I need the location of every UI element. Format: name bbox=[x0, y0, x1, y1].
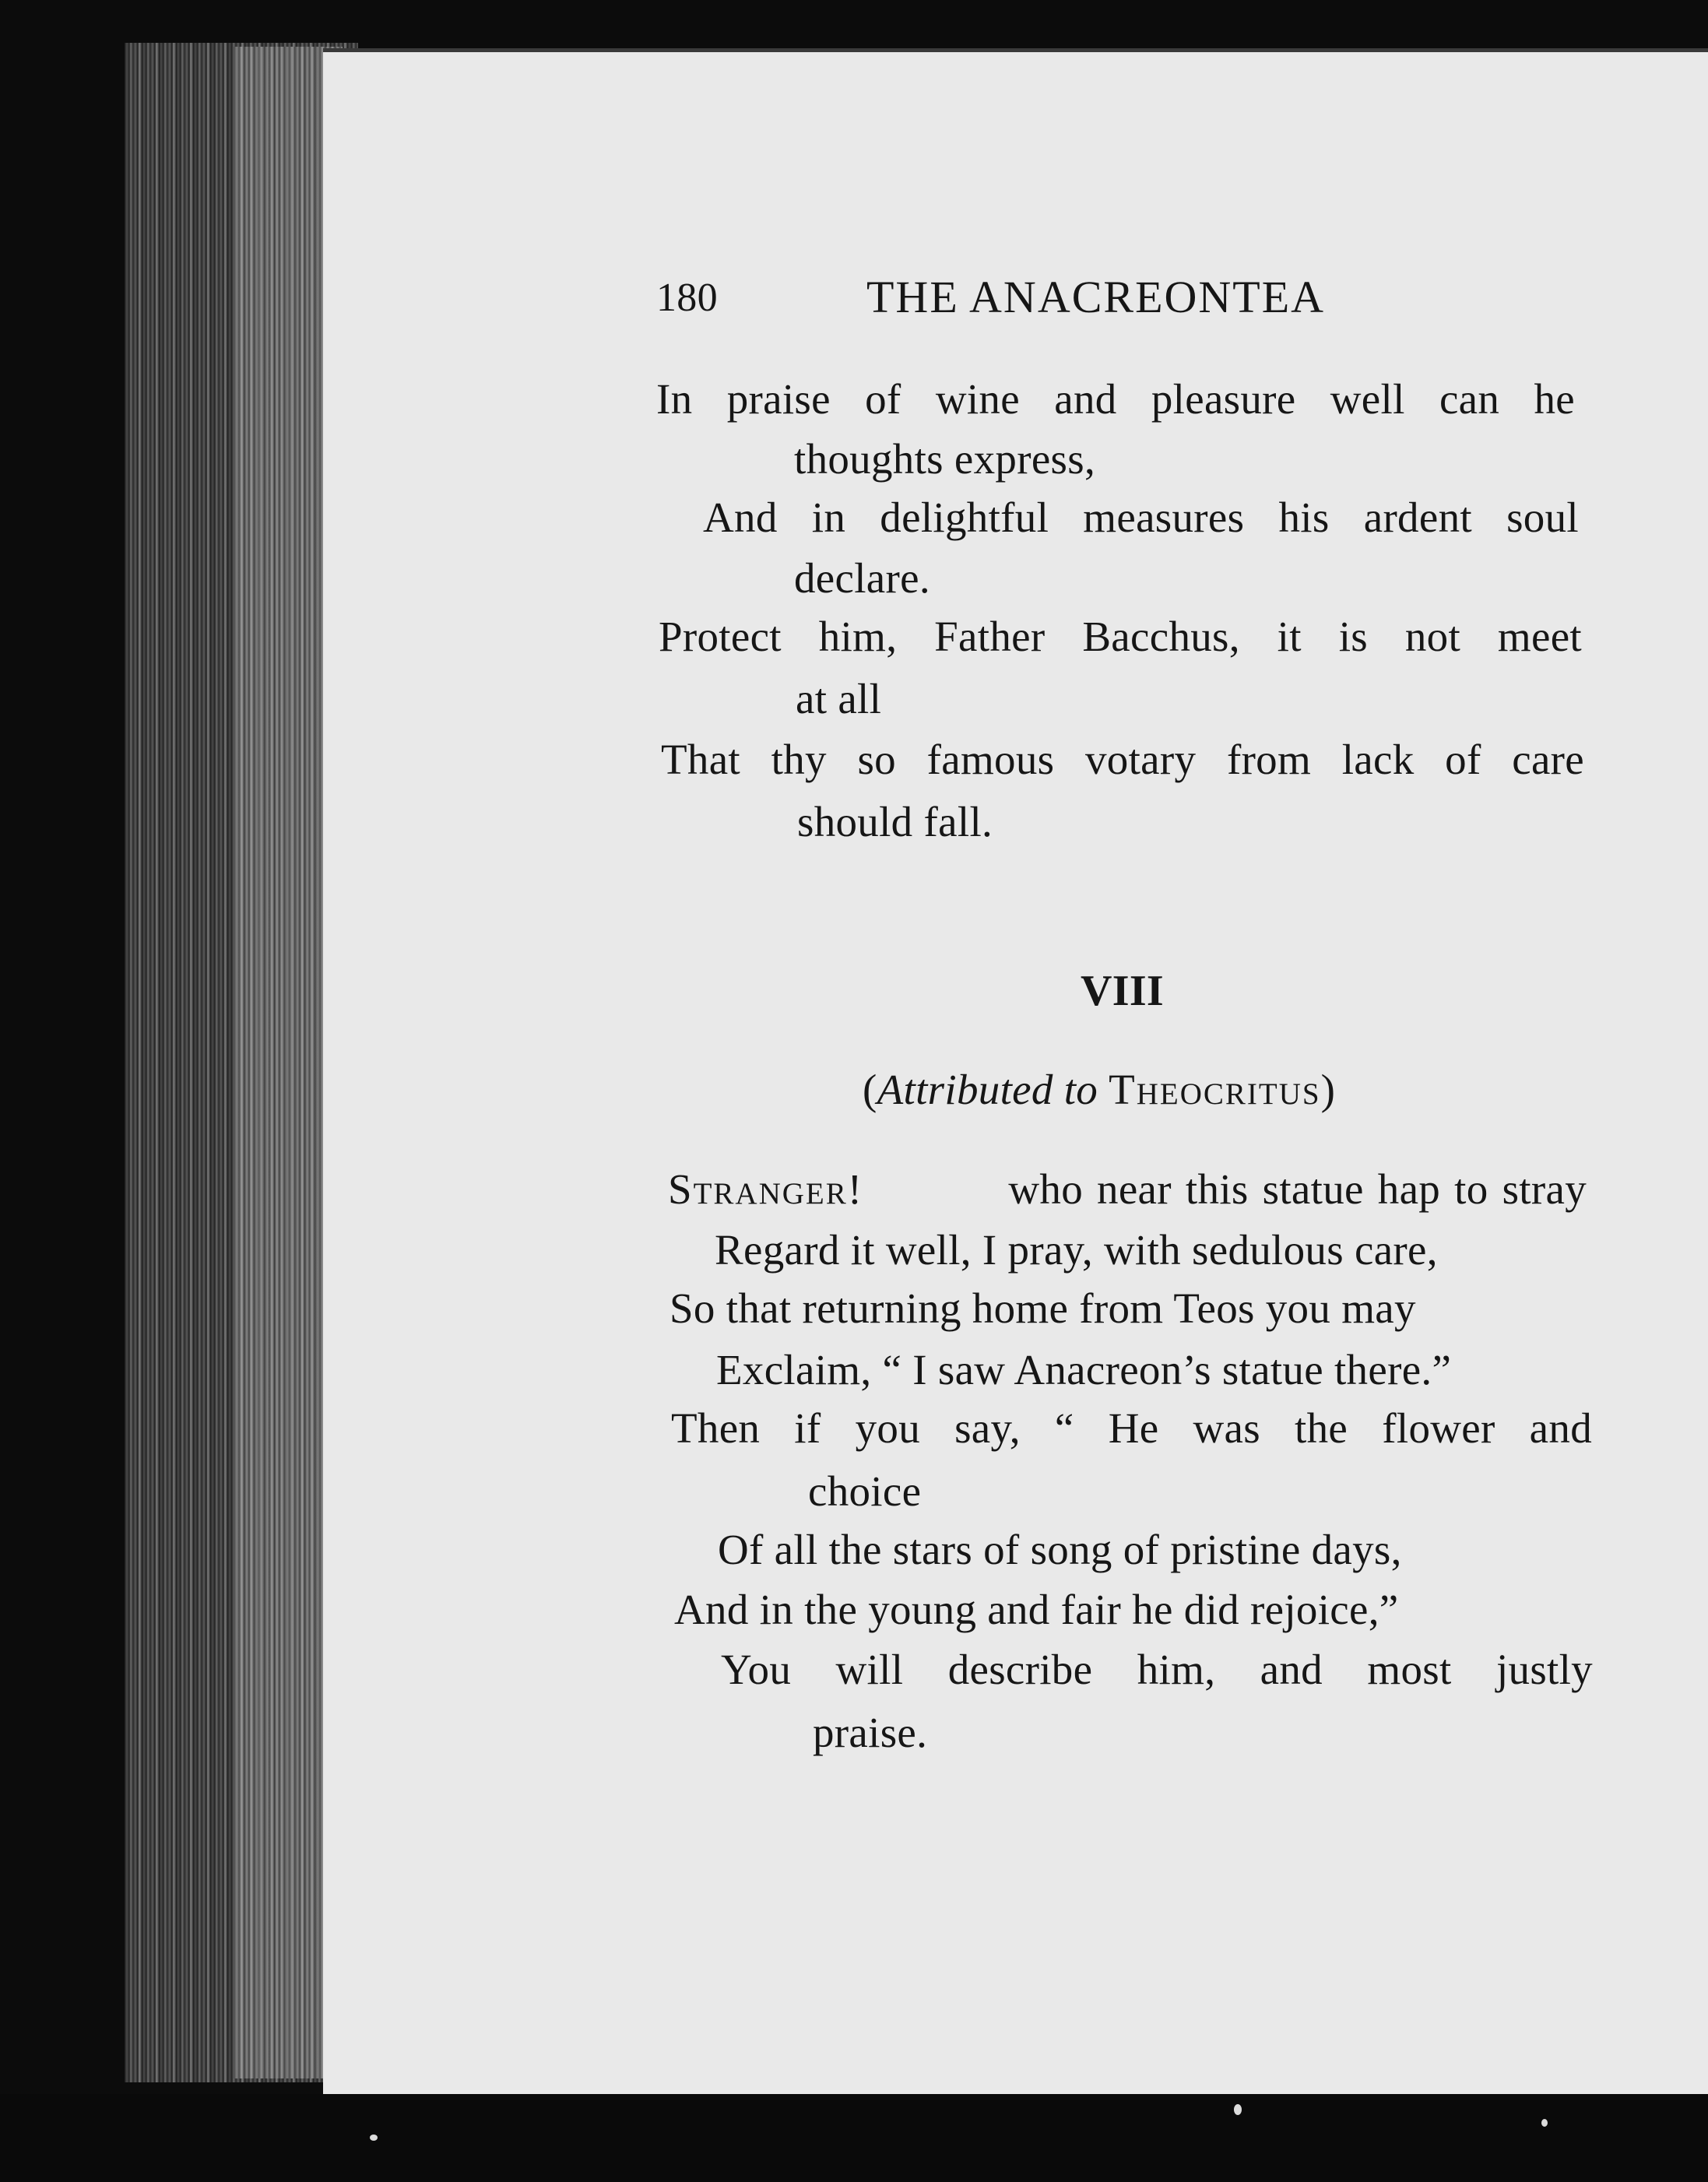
poem-line: at all bbox=[796, 675, 882, 722]
page-number: 180 bbox=[656, 276, 718, 320]
poem-line: In praise of wine and pleasure well can he bbox=[656, 375, 1575, 423]
section-numeral: VIII bbox=[1081, 967, 1165, 1015]
poem-line: should fall. bbox=[797, 798, 993, 845]
dust-speck bbox=[1541, 2119, 1548, 2127]
first-line-rest: who near this statue hap to stray bbox=[1008, 1165, 1587, 1213]
poem-line: praise. bbox=[813, 1709, 928, 1756]
dust-speck bbox=[1234, 2104, 1242, 2115]
attribution-paren-open: ( bbox=[863, 1066, 877, 1113]
poem-line: You will describe him, and most justly bbox=[721, 1646, 1593, 1693]
poem-line: Protect him, Father Bacchus, it is not meet bbox=[659, 613, 1582, 660]
attribution-italic: Attributed to bbox=[877, 1066, 1098, 1113]
poem-line: choice bbox=[808, 1467, 922, 1515]
attribution bbox=[863, 1068, 1335, 1111]
poem-first-line bbox=[668, 1165, 1587, 1213]
running-title: THE ANACREONTEA bbox=[866, 272, 1326, 322]
poem-line: So that returning home from Teos you may bbox=[669, 1284, 1416, 1332]
attribution-paren-close: ) bbox=[1320, 1066, 1336, 1113]
dust-speck bbox=[370, 2135, 378, 2141]
attribution-author: Theocritus bbox=[1109, 1066, 1321, 1113]
poem-line: Of all the stars of song of pristine days, bbox=[718, 1526, 1402, 1573]
opening-word: Stranger! bbox=[668, 1165, 864, 1213]
poem-line: thoughts express, bbox=[794, 435, 1096, 483]
poem-line: Regard it well, I pray, with sedulous care, bbox=[715, 1226, 1438, 1274]
poem-line: That thy so famous votary from lack of care bbox=[661, 736, 1584, 783]
poem-line: And in the young and fair he did rejoice,” bbox=[674, 1586, 1399, 1633]
poem-line: Then if you say, “ He was the flower and bbox=[671, 1404, 1592, 1452]
scan-background bbox=[0, 2094, 1708, 2182]
poem-line: Exclaim, “ I saw Anacreon’s statue there.” bbox=[716, 1346, 1452, 1393]
poem-line: declare. bbox=[794, 554, 930, 602]
poem-line: And in delightful measures his ardent soul bbox=[703, 494, 1579, 541]
